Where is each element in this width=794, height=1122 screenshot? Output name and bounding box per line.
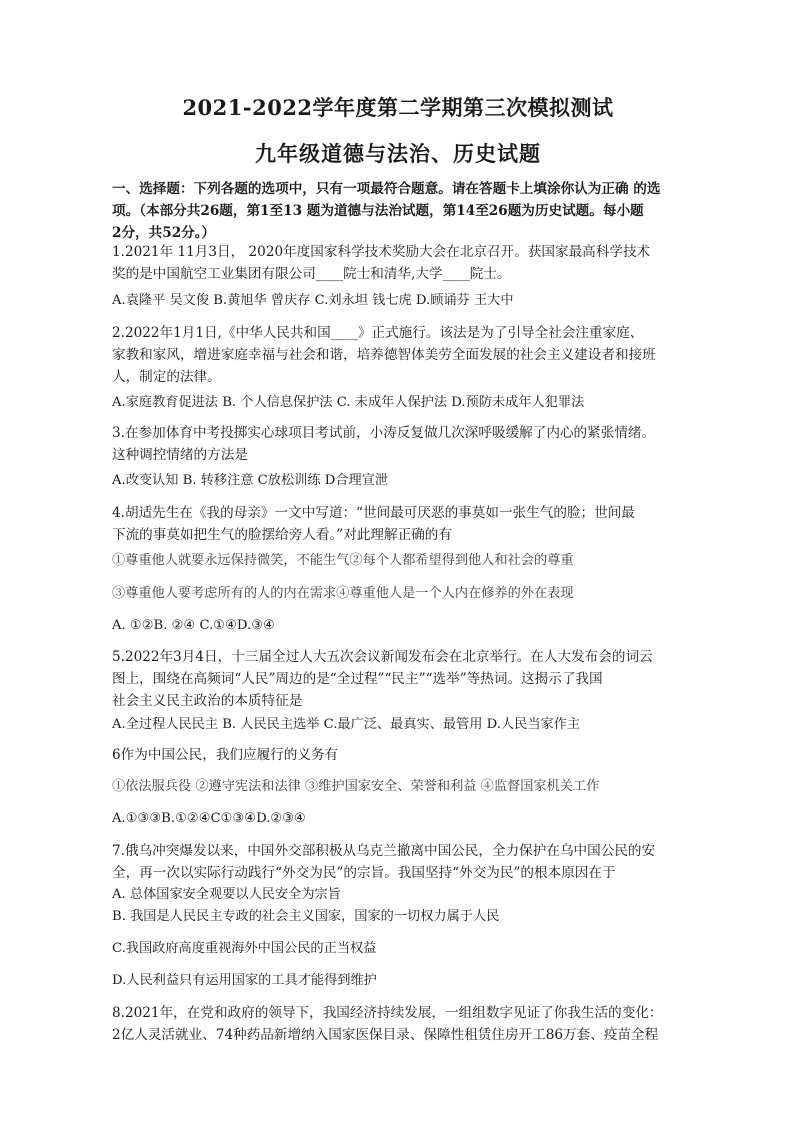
question-text: 5.2022年3月4日，十三届全过人大五次会议新闻发布会在北京举行。在人大发布会的词云 <box>112 649 653 665</box>
instruction-line: 项。（本部分共26题，第1至13 题为道德与法治试题，第14至26题为历史试题。每小题 <box>112 203 644 219</box>
question-2-options <box>112 392 684 414</box>
exam-subtitle: 九年级道德与法治、历史试题 <box>255 141 541 166</box>
question-text: 奖的是中国航空工业集团有限公司____院士和清华,大学____院士。 <box>112 266 511 282</box>
exam-page <box>112 0 684 1122</box>
statement-line: ①尊重他人就要永远保持微笑，不能生气②每个人都希望得到他人和社会的尊重 <box>112 553 574 568</box>
question-6-options <box>112 808 684 830</box>
answer-options: A.袁隆平 吴文俊 B.黄旭华 曾庆存 C.刘永坦 钱七虎 D.顾诵芬 王大中 <box>112 293 514 308</box>
question-text: 2亿人灵活就业、74种药品新增纳入国家医保目录、保障性租赁住房开工86万套、疫苗全程 <box>112 1027 659 1043</box>
statement-line: ③尊重他人要考虑所有的人的内在需求④尊重他人是一个人内在修养的外在表现 <box>112 586 574 601</box>
question-8 <box>112 1002 684 1046</box>
question-text: 下流的事莫如把生气的脸摆给旁人看。”对此理解正确的有 <box>112 527 452 543</box>
question-text: 图上，围绕在高频词“人民”周边的是“全过程”“民主”“选举”等热词。这揭示了我国 <box>112 671 603 687</box>
question-text: 2.2022年1月1日,《中华人民共和国____》正式施行。该法是为了引导全社会注重家庭、 <box>112 325 644 341</box>
question-text: 4.胡适先生在《我的母亲》一文中写道：“世间最可厌恶的事莫如一张生气的脸；世间最 <box>112 505 635 521</box>
question-text: 6作为中国公民，我们应履行的义务有 <box>112 747 339 763</box>
question-text: 1.2021年 11月3日， 2020年度国家科学技术奖励大会在北京召开。获国家最高科学技术 <box>112 244 651 260</box>
question-text: 8.2021年，在党和政府的领导下，我国经济持续发展，一组组数字见证了你我生活的变化： <box>112 1005 663 1021</box>
question-4-statements <box>112 550 684 572</box>
instruction-line: 2分，共52分。） <box>112 225 216 241</box>
question-text: 7.俄乌冲突爆发以来，中国外交部积极从乌克兰撤离中国公民，全力保护在乌中国公民的安 <box>112 843 656 859</box>
answer-options: A.改变认知 B. 转移注意 C放松训练 D合理宣泄 <box>112 473 389 488</box>
question-text: 家教和家风，增进家庭幸福与社会和谐，培养德智体美劳全面发展的社会主义建设者和接班 <box>112 347 656 363</box>
answer-options: A.家庭教育促进法 B. 个人信息保护法 C. 未成年人保护法 D.预防未成年人犯罪法 <box>112 395 585 410</box>
question-4-options <box>112 615 684 637</box>
answer-option-d: D.人民利益只有运用国家的工具才能得到维护 <box>112 973 377 988</box>
answer-options: A.①③③B.①②④C①③④D.②③④ <box>112 811 306 826</box>
answer-option-a: A. 总体国家安全观要以人民安全为宗旨 <box>112 887 341 902</box>
answer-options: A.全过程人民民主 B. 人民民主选举 C.最广泛、最真实、最管用 D.人民当家作主 <box>112 717 581 732</box>
section-instructions <box>112 178 684 244</box>
statement-line: ①依法服兵役 ②遵守宪法和法律 ③维护国家安全、荣誉和利益 ④监督国家机关工作 <box>112 779 600 794</box>
question-7-option-b <box>112 906 684 928</box>
answer-options: A. ①②B. ②④ C.①④D.③④ <box>112 618 275 633</box>
answer-option-c: C.我国政府高度重视海外中国公民的正当权益 <box>112 941 377 956</box>
question-7-option-d <box>112 970 684 992</box>
question-2 <box>112 322 684 388</box>
question-6 <box>112 744 684 766</box>
question-3-options <box>112 470 684 492</box>
question-4-statements-2 <box>112 583 684 605</box>
question-4 <box>112 502 684 546</box>
question-text: 这种调控情绪的方法是 <box>112 447 248 463</box>
question-3 <box>112 422 684 466</box>
question-6-statements <box>112 776 684 798</box>
question-7 <box>112 840 684 906</box>
question-1 <box>112 241 684 285</box>
question-text: 全，再一次以实际行动践行“外交为民”的宗旨。我国坚持“外交为民”的根本原因在于 <box>112 865 616 881</box>
instruction-line: 一、选择题：下列各题的选项中，只有一项最符合题意。请在答题卡上填涂你认为正确 的选 <box>112 181 661 197</box>
question-7-option-c <box>112 938 684 960</box>
question-1-options <box>112 290 684 312</box>
answer-option-b: B. 我国是人民民主专政的社会主义国家，国家的一切权力属于人民 <box>112 909 500 924</box>
question-text: 社会主义民主政治的本质特征是 <box>112 693 303 709</box>
question-5-options <box>112 714 684 736</box>
question-5 <box>112 646 684 712</box>
question-text: 3.在参加体育中考投掷实心球项目考试前，小涛反复做几次深呼吸缓解了内心的紧张情绪。 <box>112 425 656 441</box>
question-text: 人，制定的法律。 <box>112 369 221 385</box>
exam-title: 2021-2022学年度第二学期第三次模拟测试 <box>182 95 614 120</box>
